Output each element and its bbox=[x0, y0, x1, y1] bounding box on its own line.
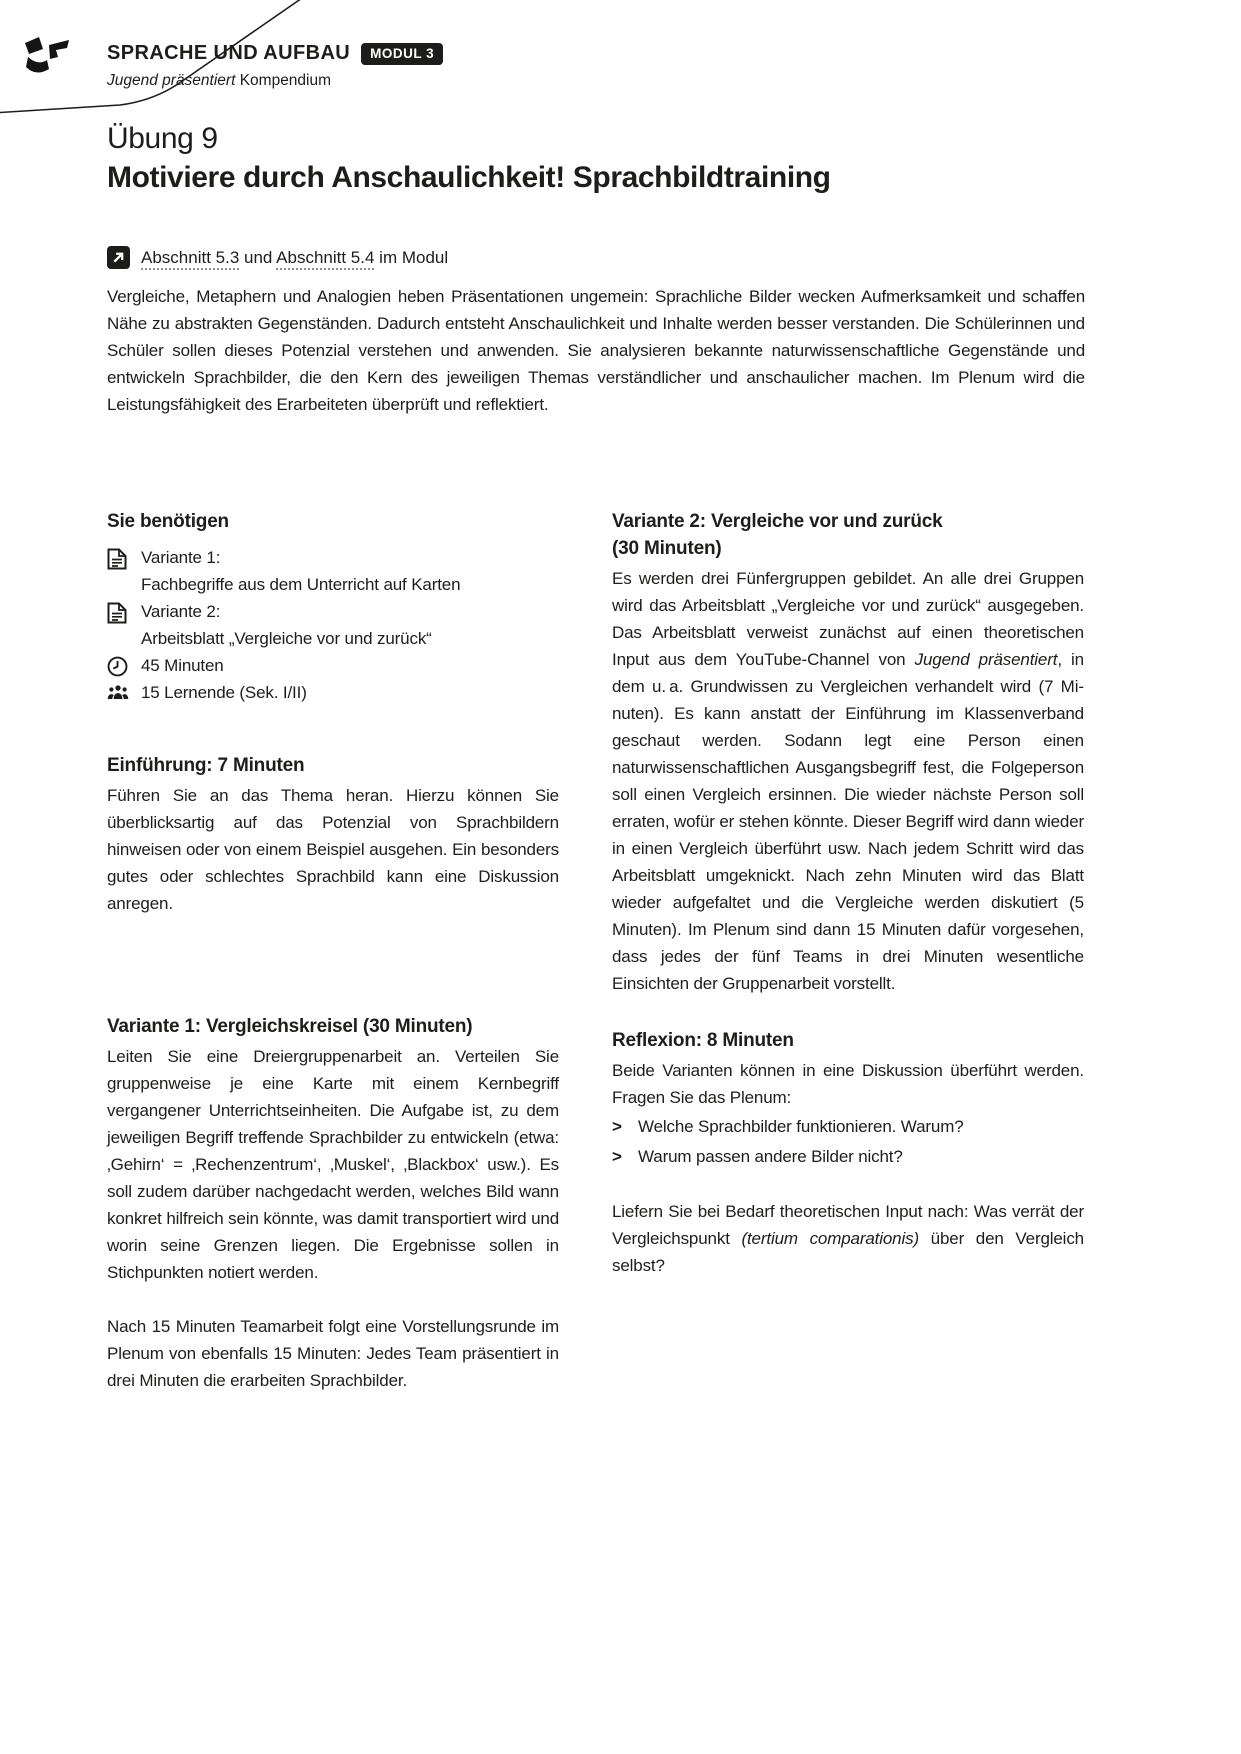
category-title: SPRACHE UND AUFBAU bbox=[107, 42, 351, 64]
variante1-heading: Variante 1: Vergleichskreisel (30 Minuten) bbox=[107, 1016, 473, 1037]
requirements-heading: Sie benötigen bbox=[107, 511, 229, 532]
reflexion-heading: Reflexion: 8 Minuten bbox=[612, 1030, 794, 1051]
reflexion-paragraph: Beide Varianten können in eine Diskussion überführt werden. Fragen Sie das Plenum: bbox=[612, 1061, 1084, 1107]
variante1-paragraph-2: Nach 15 Minuten Teamarbeit folgt eine Vorstellungsrunde im Plenum von ebenfalls 15 Minuten: Jedes Team präsentiert in drei Minuten die erarbeiten Sprachbilder. bbox=[107, 1317, 559, 1390]
chevron-right-icon: > bbox=[612, 1147, 622, 1166]
module-reference: Abschnitt 5.3 und Abschnitt 5.4 im Modul bbox=[107, 246, 448, 269]
exercise-number: Übung 9 bbox=[107, 122, 218, 155]
list-item: > Welche Sprachbilder funktionieren. Warum? bbox=[612, 1112, 1084, 1141]
clock-icon bbox=[107, 652, 128, 677]
list-item: 45 Minuten bbox=[107, 652, 559, 679]
kompendium-subtitle: Jugend präsentiert Kompendium bbox=[107, 72, 332, 89]
variante2-paragraph: Es werden drei Fünfergruppen gebildet. An alle drei Gruppen wird das Arbeitsblatt „Vergleiche vor und zurück“ ausgegeben. Das Arbeitsblatt verweist zunächst auf einen theoretischen Input aus dem YouTube-Channel von Jugend präsentiert, in dem u. a. Grundwissen zu Vergleichen verhandelt wird (7 Minuten). Es kann anstatt der Einführung im Klassenverband geschaut werden. Sodann legt eine Person einen naturwissenschaftlichen Ausgangsbegriff fest, die Folgeperson soll einen Vergleich ersinnen. Die wieder nächste Person soll erraten, wofür er stehen könnte. Dieser Begriff wird dann wieder in einen Vergleich überführt usw. Nach jedem Schritt wird das Arbeitsblatt umgeknickt. Nach zehn Minuten wird das Blatt wieder aufgefaltet und die Vergleiche werden diskutiert (5 Minuten). Im Plenum sind dann 15 Minuten dafür vorgesehen, dass jedes der fünf Teams in drei Minuten wesentliche Einsichten der Gruppenarbeit vorstellt. bbox=[612, 569, 1085, 993]
variante1-paragraph: Leiten Sie eine Dreiergruppenarbeit an. Verteilen Sie gruppenweise je eine Karte mit einem Kernbegriff vergangener Unterrichtseinheiten. Die Aufgabe ist, zu dem jeweiligen Begriff treffende Sprachbilder zu entwickeln (etwa: ‚Gehirn‘ = ‚Rechenzentrum‘, ‚Muskel‘, ‚Blackbox‘ usw.). Es soll zudem darüber nachgedacht werden, welches Bild wann konkret hilfreich sein könnte, was damit transportiert wird und worin seine Grenzen liegen. Die Ergebnisse sollen in Stichpunkten notiert werden. bbox=[107, 1047, 559, 1282]
requirements-list bbox=[107, 544, 559, 706]
left-column bbox=[107, 508, 559, 1394]
einfuehrung-paragraph: Führen Sie an das Thema heran. Hierzu können Sie überblicksartig auf das Potenzial von Sprachbildern hinweisen oder von einem Beispiel ausgehen. Ein besonders gutes oder schlechtes Sprachbild kann eine Diskussion anregen. bbox=[107, 786, 559, 913]
right-column bbox=[612, 508, 1084, 1279]
list-item: Variante 2: Arbeitsblatt „Vergleiche vor und zurück“ bbox=[107, 598, 559, 652]
module-badge: MODUL 3 bbox=[361, 43, 443, 65]
header bbox=[107, 42, 443, 90]
closing-paragraph: Liefern Sie bei Bedarf theoretischen Input nach: Was verrät der Vergleichspunkt (tertium comparationis) über den Vergleich selbst? bbox=[612, 1202, 1084, 1275]
variante2-heading: Variante 2: Vergleiche vor und zurück (30 Minuten) bbox=[612, 511, 943, 559]
link-abschnitt-5-3[interactable]: Abschnitt 5.3 bbox=[141, 248, 239, 270]
list-item: 15 Lernende (Sek. I/II) bbox=[107, 679, 559, 706]
link-abschnitt-5-4[interactable]: Abschnitt 5.4 bbox=[276, 248, 374, 270]
list-item: > Warum passen andere Bilder nicht? bbox=[612, 1142, 1084, 1171]
external-link-icon[interactable] bbox=[107, 246, 130, 269]
exercise-name: Motiviere durch Anschaulichkeit! Sprachbildtraining bbox=[107, 161, 831, 194]
people-icon bbox=[107, 679, 128, 703]
einfuehrung-heading: Einführung: 7 Minuten bbox=[107, 755, 305, 776]
document-icon bbox=[107, 598, 128, 624]
intro-paragraph: Vergleiche, Metaphern und Analogien heben Präsentationen ungemein: Sprachliche Bilder wecken Aufmerksamkeit und schaffen Nähe zu abstrakten Gegenständen. Dadurch entsteht Anschaulichkeit und Inhalte werden besser verstanden. Die Schülerinnen und Schüler sollen dieses Potenzial verstehen und anwenden. Sie analysieren bekannte naturwissenschaftliche Gegenstände und entwickeln Sprachbilder, die den Kern des jeweiligen Themas verständlicher und anschaulicher machen. Im Plenum wird die Leistungsfähigkeit des Erarbeiteten überprüft und reflektiert. bbox=[107, 287, 1085, 414]
page-title bbox=[107, 119, 831, 197]
jugend-praesentiert-logo bbox=[22, 36, 70, 78]
document-icon bbox=[107, 544, 128, 570]
list-item: Variante 1: Fachbegriffe aus dem Unterricht auf Karten bbox=[107, 544, 559, 598]
chevron-right-icon: > bbox=[612, 1117, 622, 1136]
